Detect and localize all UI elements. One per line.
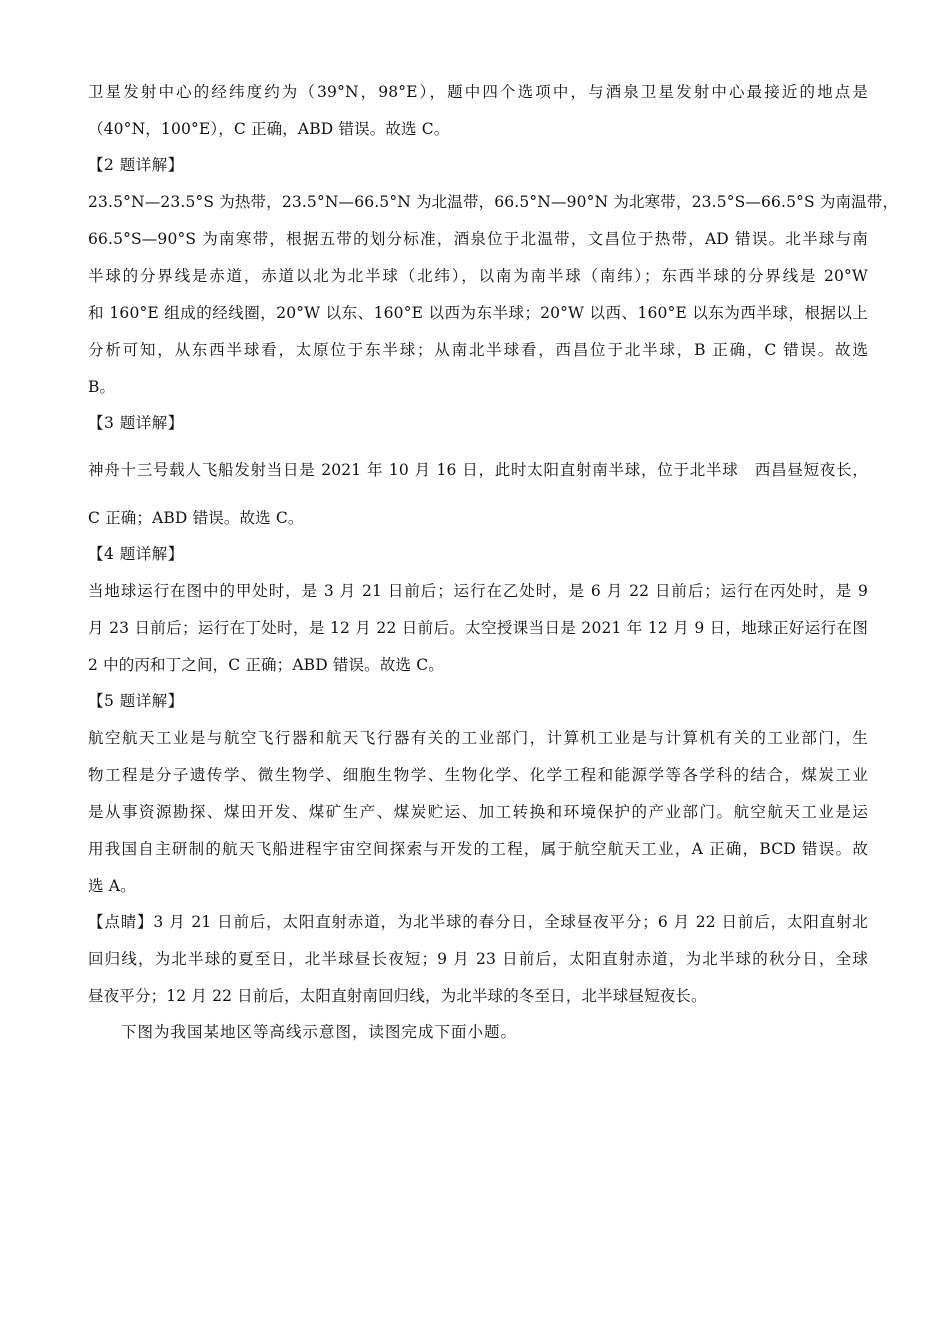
- q4-heading: 【4 题详解】: [88, 545, 184, 563]
- q2-paragraph-line: B。: [88, 378, 116, 396]
- q5-paragraph-line: 航空航天工业是与航空飞行器和航天飞行器有关的工业部门，计算机工业是与计算机有关的工业部门，生: [88, 729, 868, 747]
- q5-paragraph-line: 是从事资源勘探、煤田开发、煤矿生产、煤炭贮运、加工转换和环境保护的产业部门。航空航天工业是运: [88, 803, 868, 821]
- q5-heading: 【5 题详解】: [88, 692, 184, 710]
- tip-label: 【点睛】: [88, 913, 154, 931]
- q2-paragraph-line: 和 160°E 组成的经线圈，20°W 以东、160°E 以西为东半球；20°W 以西、160°E 以东为西半球，根据以上: [88, 304, 868, 322]
- q2-paragraph-line: 分析可知，从东西半球看，太原位于东半球；从南北半球看，西昌位于北半球，B 正确，C 错误。故选: [88, 341, 868, 359]
- q2-paragraph-line: 66.5°S—90°S 为南寒带，根据五带的划分标准，酒泉位于北温带，文昌位于热带，AD 错误。北半球与南: [88, 230, 868, 248]
- tip-paragraph-line: 回归线，为北半球的夏至日，北半球昼长夜短；9 月 23 日前后，太阳直射赤道，为北半球的秋分日，全球: [88, 950, 868, 968]
- q4-paragraph-line: 当地球运行在图中的甲处时，是 3 月 21 日前后；运行在乙处时，是 6 月 22 日前后；运行在丙处时，是 9: [88, 582, 868, 600]
- q2-paragraph-line: 半球的分界线是赤道，赤道以北为北半球（北纬），以南为南半球（南纬）；东西半球的分界线是 20°W: [88, 267, 868, 285]
- q4-paragraph-line: 月 23 日前后；运行在丁处时，是 12 月 22 日前后。太空授课当日是 2021 年 12 月 9 日，地球正好运行在图: [88, 619, 868, 637]
- q5-paragraph-line: 物工程是分子遗传学、微生物学、细胞生物学、生物化学、化学工程和能源学等各学科的结合，煤炭工业: [88, 766, 868, 784]
- q5-paragraph-line: 选 A。: [88, 877, 136, 895]
- tip-first-line: [88, 911, 868, 933]
- tip-paragraph-line: 昼夜平分；12 月 22 日前后，太阳直射南回归线，为北半球的冬至日，北半球昼短夜长。: [88, 987, 707, 1005]
- q2-heading: 【2 题详解】: [88, 156, 184, 174]
- answer-paragraph-line: （40°N，100°E），C 正确，ABD 错误。故选 C。: [88, 120, 450, 138]
- next-question-stem: 下图为我国某地区等高线示意图，读图完成下面小题。: [121, 1023, 518, 1041]
- q2-paragraph-line: 23.5°N—23.5°S 为热带，23.5°N—66.5°N 为北温带，66.5°N—90°N 为北寒带，23.5°S—66.5°S 为南温带，: [88, 193, 899, 211]
- tip-text: 3 月 21 日前后，太阳直射赤道，为北半球的春分日，全球昼夜平分；6 月 22 日前后，太阳直射北: [153, 913, 869, 931]
- q3-paragraph-line: C 正确；ABD 错误。故选 C。: [88, 509, 304, 527]
- q5-paragraph-line: 用我国自主研制的航天飞船进程宇宙空间探索与开发的工程，属于航空航天工业，A 正确，BCD 错误。故: [88, 840, 868, 858]
- q4-paragraph-line: 2 中的丙和丁之间，C 正确；ABD 错误。故选 C。: [88, 656, 444, 674]
- q3-paragraph-line: 神舟十三号载人飞船发射当日是 2021 年 10 月 16 日，此时太阳直射南半球，位于北半球 西昌昼短夜长，: [88, 461, 868, 479]
- answer-paragraph-line: 卫星发射中心的经纬度约为（39°N，98°E），题中四个选项中，与酒泉卫星发射中心最接近的地点是: [88, 83, 868, 101]
- q3-heading: 【3 题详解】: [88, 414, 184, 432]
